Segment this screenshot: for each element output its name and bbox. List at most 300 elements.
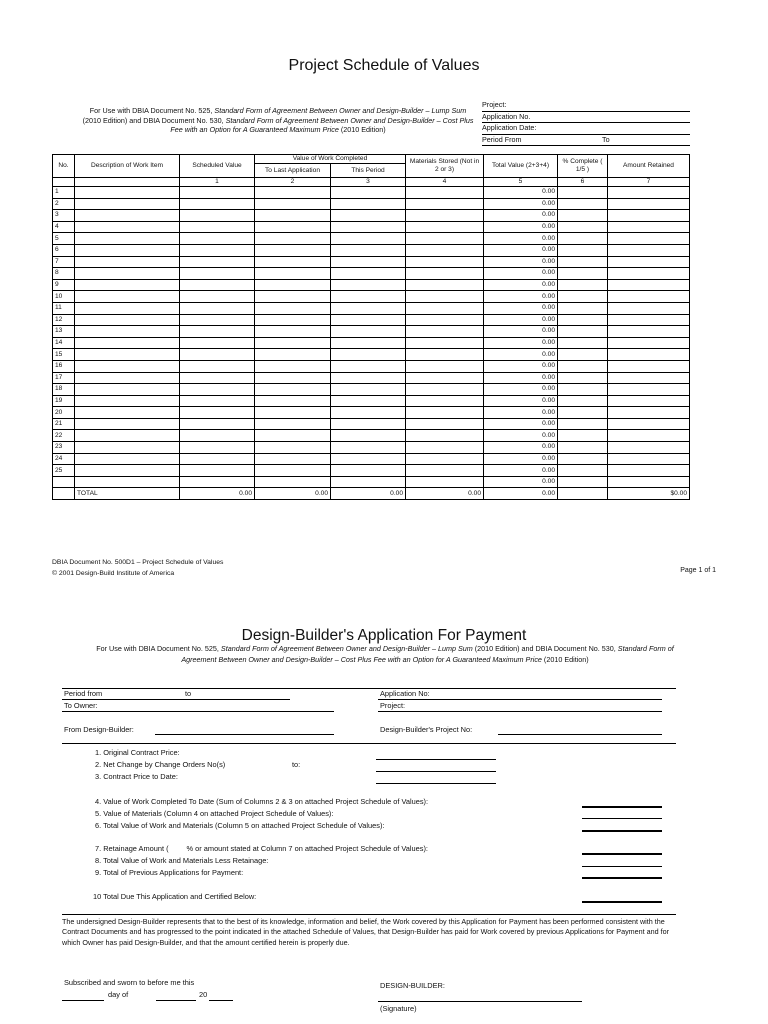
row-total-value: 0.00 xyxy=(484,198,558,210)
table-cell[interactable] xyxy=(608,465,690,477)
table-cell[interactable] xyxy=(75,360,180,372)
table-cell[interactable] xyxy=(75,268,180,280)
table-cell[interactable] xyxy=(331,442,406,454)
table-row xyxy=(53,476,690,488)
table-cell[interactable] xyxy=(75,221,180,233)
table-cell[interactable] xyxy=(608,198,690,210)
line-10-field[interactable] xyxy=(582,901,662,903)
row-total-value: 0.00 xyxy=(484,326,558,338)
table-cell[interactable] xyxy=(255,360,331,372)
table-cell[interactable] xyxy=(608,418,690,430)
table-cell[interactable] xyxy=(406,233,484,245)
table-cell[interactable] xyxy=(406,395,484,407)
table-row xyxy=(53,418,690,430)
to-owner-label: To Owner: xyxy=(64,701,98,710)
table-cell[interactable] xyxy=(180,210,255,222)
table-cell[interactable] xyxy=(75,384,180,396)
table-cell[interactable] xyxy=(75,430,180,442)
row-number: 10 xyxy=(53,291,75,303)
column-number: 6 xyxy=(558,178,608,187)
table-cell[interactable] xyxy=(406,476,484,488)
table-cell[interactable] xyxy=(75,279,180,291)
table-cell[interactable] xyxy=(75,326,180,338)
total-retained: $0.00 xyxy=(608,488,690,500)
row-number: 25 xyxy=(53,465,75,477)
table-cell[interactable] xyxy=(331,337,406,349)
row-number: 21 xyxy=(53,418,75,430)
table-cell[interactable] xyxy=(255,314,331,326)
row-number: 2 xyxy=(53,198,75,210)
line-7-field[interactable] xyxy=(582,853,662,855)
table-row xyxy=(53,244,690,256)
table-cell[interactable] xyxy=(608,384,690,396)
table-cell[interactable] xyxy=(406,384,484,396)
line-9-label: 9. Total of Previous Applications for Payment: xyxy=(95,868,244,877)
table-cell[interactable] xyxy=(331,210,406,222)
line-1-label: 1. Original Contract Price: xyxy=(95,748,180,757)
column-number: 1 xyxy=(180,178,255,187)
line-4-field[interactable] xyxy=(582,806,662,808)
table-cell[interactable] xyxy=(406,349,484,361)
table-cell[interactable] xyxy=(255,453,331,465)
table-cell[interactable] xyxy=(255,187,331,199)
table-cell[interactable] xyxy=(608,453,690,465)
table-cell[interactable] xyxy=(406,221,484,233)
table-cell[interactable] xyxy=(331,430,406,442)
table-cell[interactable] xyxy=(608,430,690,442)
total-value: 0.00 xyxy=(484,488,558,500)
table-cell[interactable] xyxy=(255,407,331,419)
table-cell[interactable] xyxy=(255,465,331,477)
table-cell[interactable] xyxy=(406,453,484,465)
table-cell[interactable] xyxy=(608,302,690,314)
column-number: 4 xyxy=(406,178,484,187)
line-5-field[interactable] xyxy=(582,818,662,819)
table-cell[interactable] xyxy=(406,314,484,326)
table-cell[interactable] xyxy=(75,476,180,488)
table-cell[interactable] xyxy=(406,360,484,372)
table-cell[interactable] xyxy=(558,291,608,303)
table-row xyxy=(53,210,690,222)
row-number: 9 xyxy=(53,279,75,291)
table-cell[interactable] xyxy=(255,349,331,361)
day-field[interactable] xyxy=(62,1000,104,1001)
table-cell[interactable] xyxy=(608,372,690,384)
table-cell[interactable] xyxy=(75,395,180,407)
table-cell[interactable] xyxy=(255,430,331,442)
table-cell[interactable] xyxy=(406,326,484,338)
table-cell[interactable] xyxy=(608,395,690,407)
table-cell[interactable] xyxy=(331,302,406,314)
row-number: 19 xyxy=(53,395,75,407)
row-total-value: 0.00 xyxy=(484,337,558,349)
table-cell[interactable] xyxy=(331,395,406,407)
table-cell[interactable] xyxy=(608,476,690,488)
table-cell[interactable] xyxy=(255,233,331,245)
table-cell[interactable] xyxy=(558,314,608,326)
table-row xyxy=(53,372,690,384)
table-cell[interactable] xyxy=(180,465,255,477)
row-number: 17 xyxy=(53,372,75,384)
table-cell[interactable] xyxy=(406,256,484,268)
column-number: 5 xyxy=(484,178,558,187)
header-percent-complete: % Complete ( 1/5 ) xyxy=(558,155,608,178)
project-info-block xyxy=(482,100,690,146)
row-total-value: 0.00 xyxy=(484,418,558,430)
to-owner-field[interactable] xyxy=(62,711,334,712)
table-cell[interactable] xyxy=(180,407,255,419)
table-cell[interactable] xyxy=(255,256,331,268)
table-cell[interactable] xyxy=(558,372,608,384)
table-cell[interactable] xyxy=(406,187,484,199)
table-cell[interactable] xyxy=(180,256,255,268)
from-design-builder-label: From Design-Builder: xyxy=(64,725,134,734)
row-number: 14 xyxy=(53,337,75,349)
table-row xyxy=(53,233,690,245)
table-cell[interactable] xyxy=(255,326,331,338)
row-number: 20 xyxy=(53,407,75,419)
table-cell[interactable] xyxy=(75,233,180,245)
table-cell[interactable] xyxy=(331,476,406,488)
table-cell[interactable] xyxy=(255,442,331,454)
table-cell[interactable] xyxy=(255,291,331,303)
db-project-no-label: Design-Builder's Project No: xyxy=(380,725,473,734)
table-cell[interactable] xyxy=(75,453,180,465)
table-cell[interactable] xyxy=(255,302,331,314)
header-total-value: Total Value (2+3+4) xyxy=(484,155,558,178)
year-field[interactable] xyxy=(209,1000,233,1001)
table-cell[interactable] xyxy=(180,360,255,372)
table-cell[interactable] xyxy=(558,198,608,210)
table-cell[interactable] xyxy=(558,302,608,314)
table-cell[interactable] xyxy=(331,418,406,430)
line-10-label: 10 Total Due This Application and Certified Below: xyxy=(93,892,257,901)
table-row xyxy=(53,349,690,361)
project-field[interactable] xyxy=(378,711,662,712)
table-cell[interactable] xyxy=(558,476,608,488)
table-cell[interactable] xyxy=(608,210,690,222)
row-total-value: 0.00 xyxy=(484,210,558,222)
row-total-value: 0.00 xyxy=(484,187,558,199)
table-cell[interactable] xyxy=(406,279,484,291)
table-cell[interactable] xyxy=(75,302,180,314)
table-cell[interactable] xyxy=(331,453,406,465)
table-cell[interactable] xyxy=(75,372,180,384)
table-cell[interactable] xyxy=(558,256,608,268)
table-cell[interactable] xyxy=(331,349,406,361)
table-cell[interactable] xyxy=(180,187,255,199)
application-no-field[interactable] xyxy=(378,699,662,700)
table-cell[interactable] xyxy=(331,314,406,326)
row-number xyxy=(53,476,75,488)
row-number: 8 xyxy=(53,268,75,280)
period-field[interactable] xyxy=(62,699,290,700)
table-cell[interactable] xyxy=(608,407,690,419)
subscribed-label: Subscribed and sworn to before me this xyxy=(64,978,195,987)
table-cell[interactable] xyxy=(75,210,180,222)
table-cell[interactable] xyxy=(406,465,484,477)
design-builder-label: DESIGN-BUILDER: xyxy=(380,981,445,990)
row-number: 5 xyxy=(53,233,75,245)
table-cell[interactable] xyxy=(608,349,690,361)
table-row xyxy=(53,465,690,477)
table-cell[interactable] xyxy=(558,384,608,396)
table-cell[interactable] xyxy=(558,418,608,430)
table-cell[interactable] xyxy=(608,314,690,326)
table-cell[interactable] xyxy=(75,291,180,303)
month-field[interactable] xyxy=(156,1000,196,1001)
table-cell[interactable] xyxy=(255,337,331,349)
table-cell[interactable] xyxy=(180,430,255,442)
table-cell[interactable] xyxy=(75,407,180,419)
line-1-field[interactable] xyxy=(376,759,496,760)
table-cell[interactable] xyxy=(180,198,255,210)
table-cell[interactable] xyxy=(558,407,608,419)
header-scheduled-value: Scheduled Value xyxy=(180,155,255,178)
table-cell[interactable] xyxy=(608,442,690,454)
table-cell[interactable] xyxy=(608,244,690,256)
row-number: 1 xyxy=(53,187,75,199)
table-cell[interactable] xyxy=(255,279,331,291)
project-field[interactable]: Project: xyxy=(482,100,690,112)
page-title: Project Schedule of Values xyxy=(288,57,480,74)
application-no-field[interactable]: Application No. xyxy=(482,112,690,124)
table-cell[interactable] xyxy=(406,302,484,314)
table-cell[interactable] xyxy=(558,244,608,256)
row-number: 4 xyxy=(53,221,75,233)
table-cell[interactable] xyxy=(608,233,690,245)
table-row xyxy=(53,314,690,326)
table-cell[interactable] xyxy=(558,268,608,280)
table-cell[interactable] xyxy=(255,198,331,210)
table-cell[interactable] xyxy=(180,395,255,407)
certification-text: The undersigned Design-Builder represents that to the best of its knowledge, information and belief, the Work covered by this Application for Payment has been performed consistent with the Contract Documents and has progressed to the point indicated in the attached Schedule of Values, that Design-Builder has paid for Work covered by previous Applications for Payment and for which Owner has paid Design-Builder, and that the amount certified herein is properly due. xyxy=(62,917,670,947)
table-row xyxy=(53,279,690,291)
table-cell[interactable] xyxy=(75,418,180,430)
table-row xyxy=(53,291,690,303)
table-cell[interactable] xyxy=(406,418,484,430)
table-cell[interactable] xyxy=(255,221,331,233)
table-cell[interactable] xyxy=(406,430,484,442)
table-cell[interactable] xyxy=(558,187,608,199)
table-row xyxy=(53,268,690,280)
signature-field[interactable] xyxy=(378,1001,582,1002)
table-row xyxy=(53,187,690,199)
table-cell[interactable] xyxy=(255,372,331,384)
table-cell[interactable] xyxy=(558,233,608,245)
table-cell[interactable] xyxy=(406,244,484,256)
table-cell[interactable] xyxy=(331,291,406,303)
table-cell[interactable] xyxy=(331,198,406,210)
table-cell[interactable] xyxy=(180,326,255,338)
period-from-label: Period from xyxy=(64,689,103,698)
table-cell[interactable] xyxy=(75,256,180,268)
table-cell[interactable] xyxy=(75,349,180,361)
column-number: 2 xyxy=(255,178,331,187)
table-cell[interactable] xyxy=(608,187,690,199)
table-cell[interactable] xyxy=(558,349,608,361)
table-row xyxy=(53,360,690,372)
row-number: 13 xyxy=(53,326,75,338)
table-cell[interactable] xyxy=(75,244,180,256)
row-total-value: 0.00 xyxy=(484,407,558,419)
table-cell[interactable] xyxy=(558,337,608,349)
row-total-value: 0.00 xyxy=(484,465,558,477)
row-total-value: 0.00 xyxy=(484,268,558,280)
line-6-label: 6. Total Value of Work and Materials (Column 5 on attached Project Schedule of Values): xyxy=(95,821,385,830)
table-cell[interactable] xyxy=(558,465,608,477)
column-number: 3 xyxy=(331,178,406,187)
table-cell[interactable] xyxy=(331,233,406,245)
column-number: 7 xyxy=(608,178,690,187)
table-row xyxy=(53,407,690,419)
table-cell[interactable] xyxy=(75,187,180,199)
table-cell[interactable] xyxy=(180,314,255,326)
table-cell[interactable] xyxy=(331,187,406,199)
table-row xyxy=(53,430,690,442)
table-cell[interactable] xyxy=(331,221,406,233)
table-cell[interactable] xyxy=(255,244,331,256)
total-label: TOTAL xyxy=(75,488,180,500)
table-cell[interactable] xyxy=(180,349,255,361)
table-cell[interactable] xyxy=(608,326,690,338)
table-cell[interactable] xyxy=(331,372,406,384)
table-cell[interactable] xyxy=(558,430,608,442)
table-cell[interactable] xyxy=(331,244,406,256)
table-cell[interactable] xyxy=(406,198,484,210)
row-total-value: 0.00 xyxy=(484,360,558,372)
table-cell[interactable] xyxy=(331,326,406,338)
line-6-field[interactable] xyxy=(582,830,662,832)
table-cell[interactable] xyxy=(331,384,406,396)
table-cell[interactable] xyxy=(180,418,255,430)
table-cell[interactable] xyxy=(558,221,608,233)
row-number: 22 xyxy=(53,430,75,442)
table-cell[interactable] xyxy=(608,221,690,233)
row-total-value: 0.00 xyxy=(484,442,558,454)
table-cell[interactable] xyxy=(75,314,180,326)
table-cell[interactable] xyxy=(608,337,690,349)
table-cell[interactable] xyxy=(255,476,331,488)
table-cell[interactable] xyxy=(331,256,406,268)
line-8-label: 8. Total Value of Work and Materials Less Retainage: xyxy=(95,856,269,865)
table-cell[interactable] xyxy=(558,360,608,372)
year-label: 20 xyxy=(199,990,208,999)
total-this-period: 0.00 xyxy=(331,488,406,500)
table-cell[interactable] xyxy=(180,476,255,488)
line-9-field[interactable] xyxy=(582,877,662,879)
table-cell[interactable] xyxy=(255,210,331,222)
table-cell[interactable] xyxy=(406,291,484,303)
table-cell[interactable] xyxy=(180,337,255,349)
table-cell[interactable] xyxy=(255,384,331,396)
table-row xyxy=(53,326,690,338)
period-field[interactable]: Period From To xyxy=(482,135,690,147)
table-cell[interactable] xyxy=(558,326,608,338)
table-cell[interactable] xyxy=(331,465,406,477)
table-cell[interactable] xyxy=(406,210,484,222)
table-cell[interactable] xyxy=(558,210,608,222)
table-cell[interactable] xyxy=(558,279,608,291)
table-cell[interactable] xyxy=(331,360,406,372)
row-number: 18 xyxy=(53,384,75,396)
line-3-field[interactable] xyxy=(376,783,496,784)
line-2-field[interactable] xyxy=(376,771,496,772)
table-cell[interactable] xyxy=(180,268,255,280)
total-last-application: 0.00 xyxy=(255,488,331,500)
table-cell[interactable] xyxy=(180,384,255,396)
table-cell[interactable] xyxy=(406,337,484,349)
totals-row xyxy=(53,488,690,500)
table-cell[interactable] xyxy=(180,442,255,454)
table-cell[interactable] xyxy=(406,442,484,454)
table-cell[interactable] xyxy=(75,337,180,349)
table-cell[interactable] xyxy=(255,268,331,280)
row-total-value: 0.00 xyxy=(484,384,558,396)
table-cell[interactable] xyxy=(75,198,180,210)
table-cell[interactable] xyxy=(406,407,484,419)
signature-label: (Signature) xyxy=(380,1004,417,1013)
line-3-label: 3. Contract Price to Date: xyxy=(95,772,178,781)
table-cell[interactable] xyxy=(406,268,484,280)
from-design-builder-field[interactable] xyxy=(155,734,334,735)
table-cell[interactable] xyxy=(180,244,255,256)
schedule-of-values-table xyxy=(52,154,690,500)
table-cell[interactable] xyxy=(608,279,690,291)
row-number: 15 xyxy=(53,349,75,361)
table-cell[interactable] xyxy=(180,372,255,384)
table-cell[interactable] xyxy=(331,268,406,280)
table-row xyxy=(53,453,690,465)
table-cell[interactable] xyxy=(255,418,331,430)
table-cell[interactable] xyxy=(608,291,690,303)
table-cell[interactable] xyxy=(608,360,690,372)
table-cell[interactable] xyxy=(608,256,690,268)
table-cell[interactable] xyxy=(75,442,180,454)
table-row xyxy=(53,442,690,454)
table-cell[interactable] xyxy=(255,395,331,407)
table-cell[interactable] xyxy=(75,465,180,477)
header-amount-retained: Amount Retained xyxy=(608,155,690,178)
table-cell[interactable] xyxy=(406,372,484,384)
table-cell[interactable] xyxy=(331,407,406,419)
table-cell[interactable] xyxy=(331,279,406,291)
table-cell[interactable] xyxy=(180,291,255,303)
application-date-field[interactable]: Application Date: xyxy=(482,123,690,135)
table-cell[interactable] xyxy=(558,395,608,407)
divider xyxy=(62,914,676,915)
table-row xyxy=(53,302,690,314)
intro-text: For Use with DBIA Document No. 525, Standard Form of Agreement Between Owner and Design-Builder – Lump Sum (2010 Edition) and DBIA Document No. 530, Standard Form of Agreement Between Owner and Design-Builder – Cost Plus Fee with an Option for A Guaranteed Maximum Price (2010 Edition) xyxy=(82,106,474,135)
row-total-value: 0.00 xyxy=(484,372,558,384)
table-cell[interactable] xyxy=(180,453,255,465)
table-cell[interactable] xyxy=(558,453,608,465)
row-number: 16 xyxy=(53,360,75,372)
db-project-no-field[interactable] xyxy=(498,734,662,735)
table-cell[interactable] xyxy=(180,302,255,314)
table-cell[interactable] xyxy=(558,442,608,454)
table-cell[interactable] xyxy=(180,233,255,245)
table-cell[interactable] xyxy=(608,268,690,280)
application-intro: For Use with DBIA Document No. 525, Standard Form of Agreement Between Owner and Design-Builder – Lump Sum (2010 Edition) and DBIA Document No. 530, Standard Form of Agreement Between Owner and Design-Builder – Cost Plus Fee with an Option for A Guaranteed Maximum Price (2010 Edition) xyxy=(96,644,674,664)
line-8-field[interactable] xyxy=(582,866,662,867)
table-cell[interactable] xyxy=(180,221,255,233)
header-to-last-application: To Last Application xyxy=(255,164,331,178)
header-work-completed: Value of Work Completed xyxy=(255,155,406,164)
row-number: 12 xyxy=(53,314,75,326)
table-cell[interactable] xyxy=(180,279,255,291)
application-title: Design-Builder's Application For Payment xyxy=(241,627,527,644)
